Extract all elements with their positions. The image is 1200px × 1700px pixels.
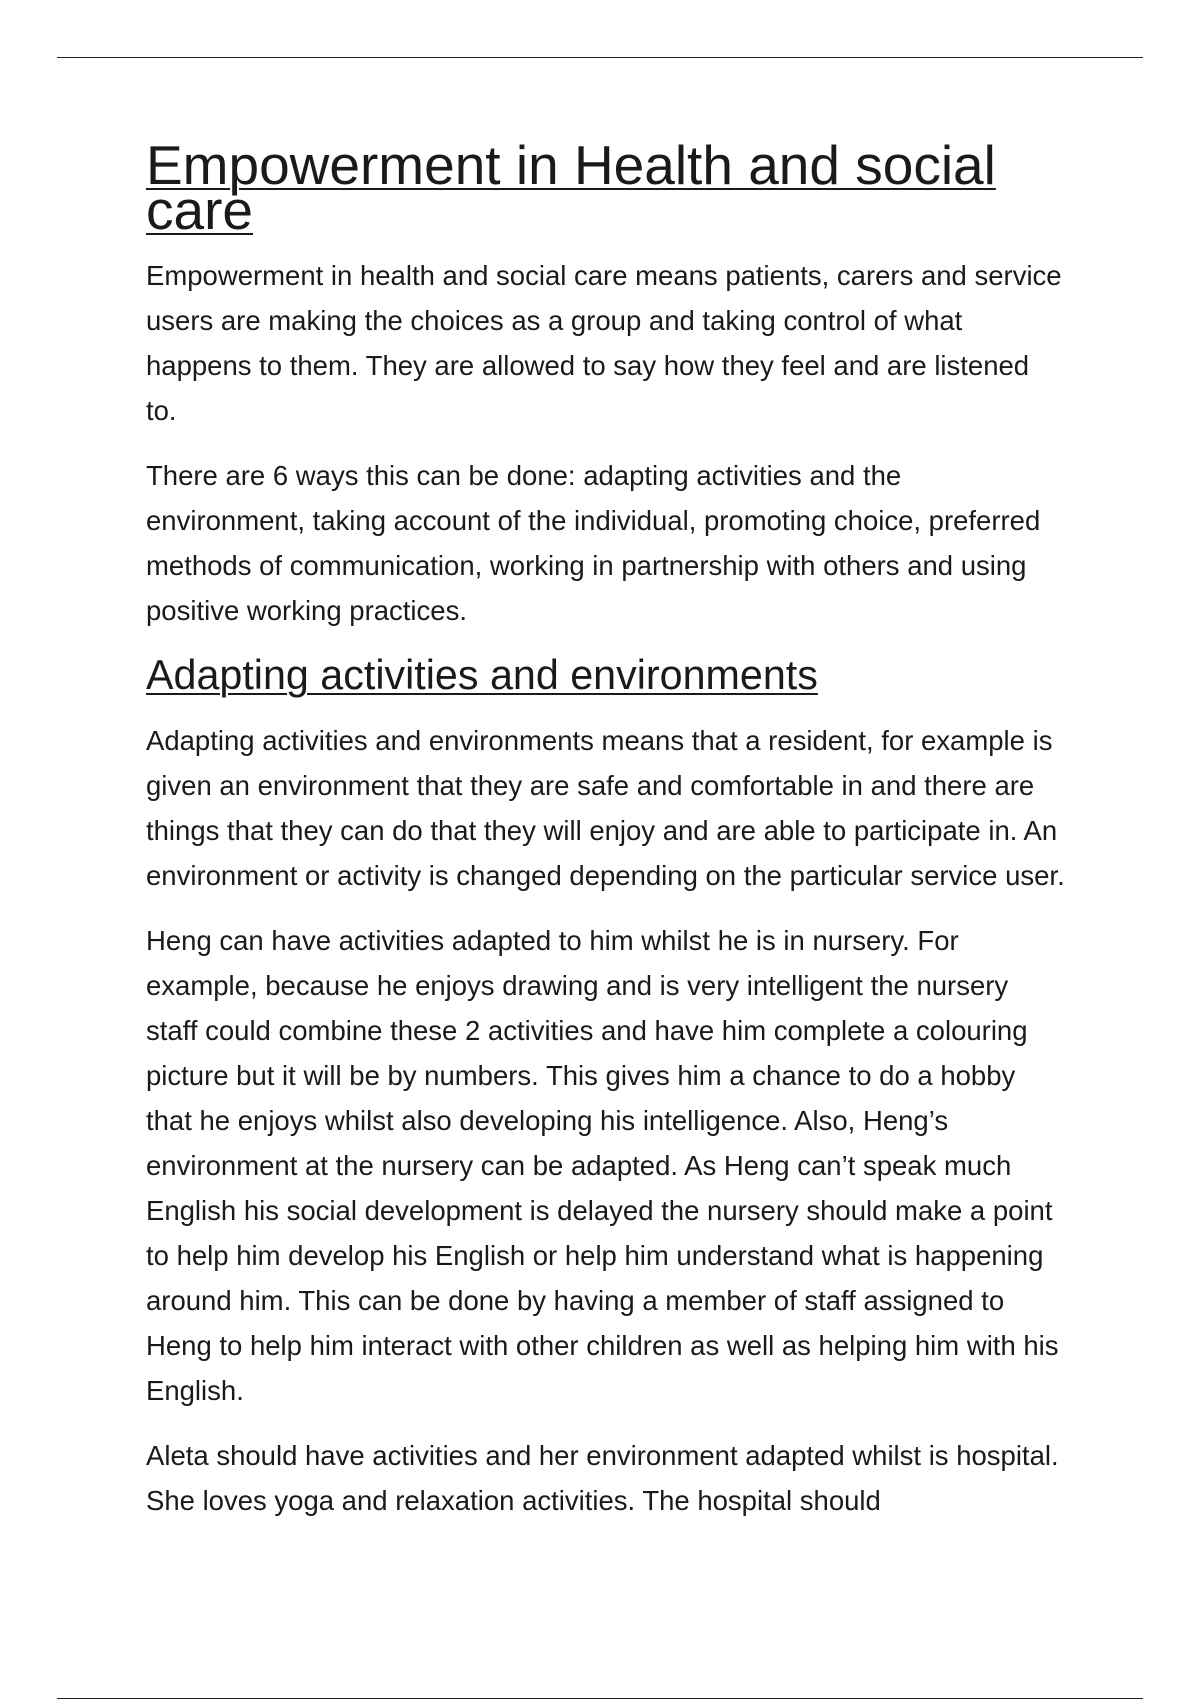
paragraph-adapting-definition: Adapting activities and environments means that a resident, for example is given an environment that they are safe and comfortable in and there are things that they can do that they will enjoy and are able to participate in. An environment or activity is changed depending on the particular service user. bbox=[146, 725, 1065, 891]
paragraph-aleta: Aleta should have activities and her environment adapted whilst is hospital. She loves yoga and relaxation activities. The hospital should bbox=[146, 1440, 1059, 1516]
paragraph-heng: Heng can have activities adapted to him whilst he is in nursery. For example, because he enjoys drawing and is very intelligent the nursery staff could combine these 2 activities and have him complete a colouring picture but it will be by numbers. This gives him a chance to do a hobby that he enjoys whilst also developing his intelligence. Also, Heng’s environment at the nursery can be adapted. As Heng can’t speak much English his social development is delayed the nursery should make a point to help him develop his English or help him understand what is happening around him. This can be done by having a member of staff assigned to Heng to help him interact with other children as well as helping him with his English. bbox=[146, 925, 1059, 1406]
section-heading-empowerment: Empowerment in Health and social care bbox=[146, 134, 996, 241]
footer-rule bbox=[57, 1698, 1143, 1699]
paragraph-six-ways: There are 6 ways this can be done: adapting activities and the environment, taking account of the individual, promoting choice, preferred methods of communication, working in partnership with others and using positive working practices. bbox=[146, 460, 1041, 626]
header-rule bbox=[57, 57, 1143, 58]
section-heading-adapting: Adapting activities and environments bbox=[146, 652, 818, 698]
paragraph-definition: Empowerment in health and social care means patients, carers and service users are making the choices as a group and taking control of what happens to them. They are allowed to say how they feel and are listened to. bbox=[146, 260, 1062, 426]
document-body bbox=[146, 134, 1066, 1543]
